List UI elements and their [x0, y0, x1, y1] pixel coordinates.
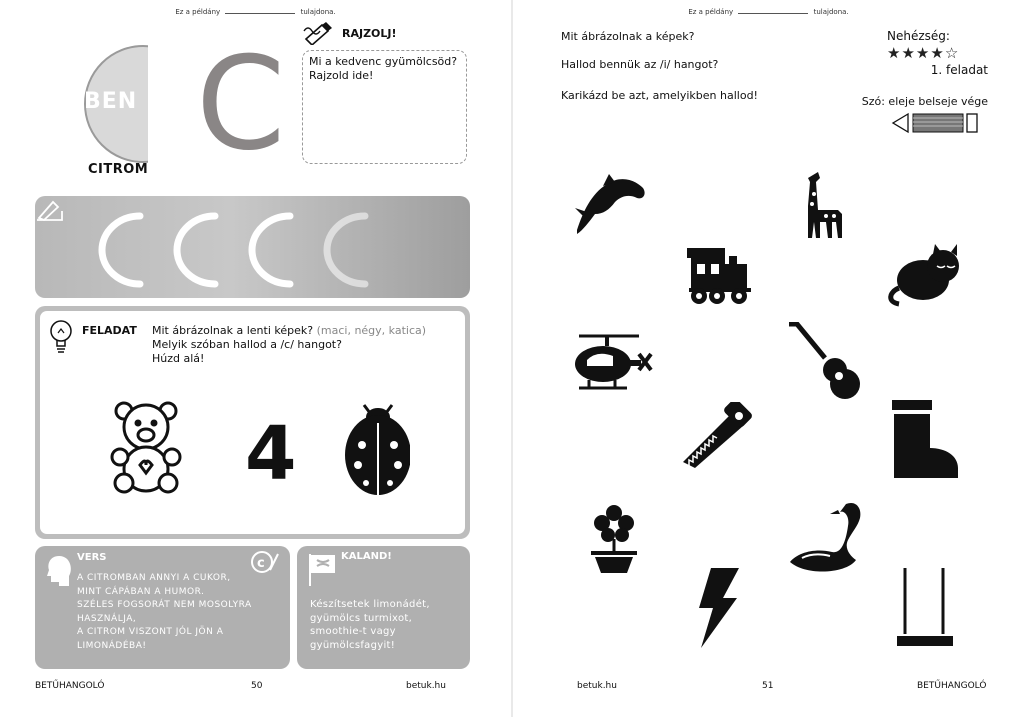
train-icon[interactable] [685, 246, 755, 306]
task-pictures [110, 399, 410, 499]
task-hint: (maci, négy, katica) [316, 324, 427, 337]
lightbulb-icon [48, 319, 74, 353]
guitar-icon[interactable] [785, 322, 863, 400]
tracing-strip[interactable] [35, 196, 470, 298]
adventure-text [310, 598, 430, 652]
trace-c-1 [102, 216, 140, 284]
task-box [35, 306, 470, 539]
footer-site: betuk.hu [577, 681, 617, 691]
svg-text:c: c [257, 556, 265, 571]
difficulty-stars [887, 44, 959, 62]
swan-icon[interactable] [786, 500, 868, 576]
star-filled-icon: ★ [930, 44, 945, 62]
tracing-letters [35, 196, 470, 298]
task-instructions [152, 324, 426, 366]
task-line-1: Mit ábrázolnak a lenti képek? [152, 324, 314, 337]
task-label: FELADAT [82, 324, 137, 337]
right-page [513, 0, 1024, 717]
cat-icon[interactable] [885, 244, 967, 308]
trace-c-3 [252, 216, 290, 284]
boot-icon[interactable] [890, 398, 960, 480]
trace-c-4 [327, 216, 365, 284]
poem-box [35, 546, 290, 669]
owner-prefix: Ez a példány [175, 8, 221, 16]
lightning-icon[interactable] [695, 568, 741, 648]
page-number: 51 [762, 681, 774, 691]
draw-prompt-2: Rajzold ide! [309, 69, 374, 82]
drawing-area[interactable] [302, 50, 467, 164]
word-position-indicator [891, 112, 981, 134]
helicopter-icon[interactable] [573, 330, 653, 400]
star-filled-icon: ★ [915, 44, 931, 62]
poem-line: LIMONÁDÉBA! [77, 640, 147, 651]
lemon-word: CITROM [88, 162, 149, 177]
page-number: 50 [251, 681, 263, 691]
adventure-line: gyümölcs turmixot, [310, 612, 413, 624]
star-filled-icon: ★ [887, 44, 902, 62]
owner-line [513, 8, 1024, 16]
question-3: Karikázd be azt, amelyikben hallod! [561, 89, 758, 102]
poem-line: MINT CÁPÁBAN A HUMOR. [77, 586, 205, 597]
adventure-title: KALAND! [341, 551, 392, 562]
draw-title-text: RAJZOLJ! [342, 26, 397, 40]
task-line-3: Húzd alá! [152, 352, 205, 365]
lemon-image: BEN [84, 45, 148, 163]
left-page [0, 0, 511, 717]
adventure-line: smoothie-t vagy [310, 626, 396, 638]
flag-icon [307, 552, 337, 588]
owner-prefix: Ez a példány [688, 8, 734, 16]
giraffe-icon[interactable] [800, 170, 850, 240]
footer-site: betuk.hu [406, 681, 446, 691]
question-1: Mit ábrázolnak a képek? [561, 30, 695, 43]
owner-suffix: tulajdona. [300, 8, 336, 16]
draw-title [302, 21, 397, 45]
question-2: Hallod bennük az /i/ hangot? [561, 58, 719, 71]
owner-suffix: tulajdona. [813, 8, 849, 16]
poem-line: SZÉLES FOGSORÁT NEM MOSOLYRA [77, 600, 252, 611]
adventure-line: gyümölcsfagyit! [310, 639, 396, 651]
word-position-label: Szó: eleje belseje vége [861, 95, 988, 108]
teddy-bear-icon[interactable] [112, 403, 180, 492]
swing-icon[interactable] [895, 566, 955, 650]
flowerpot-icon[interactable] [587, 503, 641, 575]
owner-line [0, 8, 511, 16]
letter-c-badge-icon [250, 550, 280, 574]
poem-text [77, 572, 252, 654]
draw-prompt-1: Mi a kedvenc gyümölcsöd? [309, 55, 458, 68]
number-four[interactable]: 4 [245, 411, 297, 497]
difficulty-label: Nehézség: [887, 29, 950, 43]
hand-pencil-icon [35, 196, 65, 222]
big-letter-c: C [196, 30, 286, 179]
ladybug-icon[interactable] [345, 405, 410, 495]
footer-brand: BETŰHANGOLÓ [917, 681, 987, 691]
star-empty-icon: ☆ [944, 44, 960, 62]
footer-brand: BETŰHANGOLÓ [35, 681, 105, 691]
poem-line: HASZNÁLJA, [77, 613, 137, 624]
adventure-box [297, 546, 470, 669]
head-icon [45, 554, 73, 586]
dolphin-icon[interactable] [573, 172, 649, 238]
task-line-2: Melyik szóban hallod a /c/ hangot? [152, 338, 342, 351]
poem-title: VERS [77, 552, 107, 563]
saw-icon[interactable] [681, 402, 755, 472]
poem-line: A CITROM VISZONT JÓL JÖN A [77, 627, 224, 638]
pencil-icon [302, 21, 336, 45]
trace-c-2 [177, 216, 215, 284]
star-filled-icon: ★ [901, 44, 916, 62]
adventure-line: Készítsetek limonádét, [310, 599, 430, 610]
exercise-number: 1. feladat [930, 63, 988, 77]
poem-line: A CITROMBAN ANNYI A CUKOR, [77, 573, 231, 583]
